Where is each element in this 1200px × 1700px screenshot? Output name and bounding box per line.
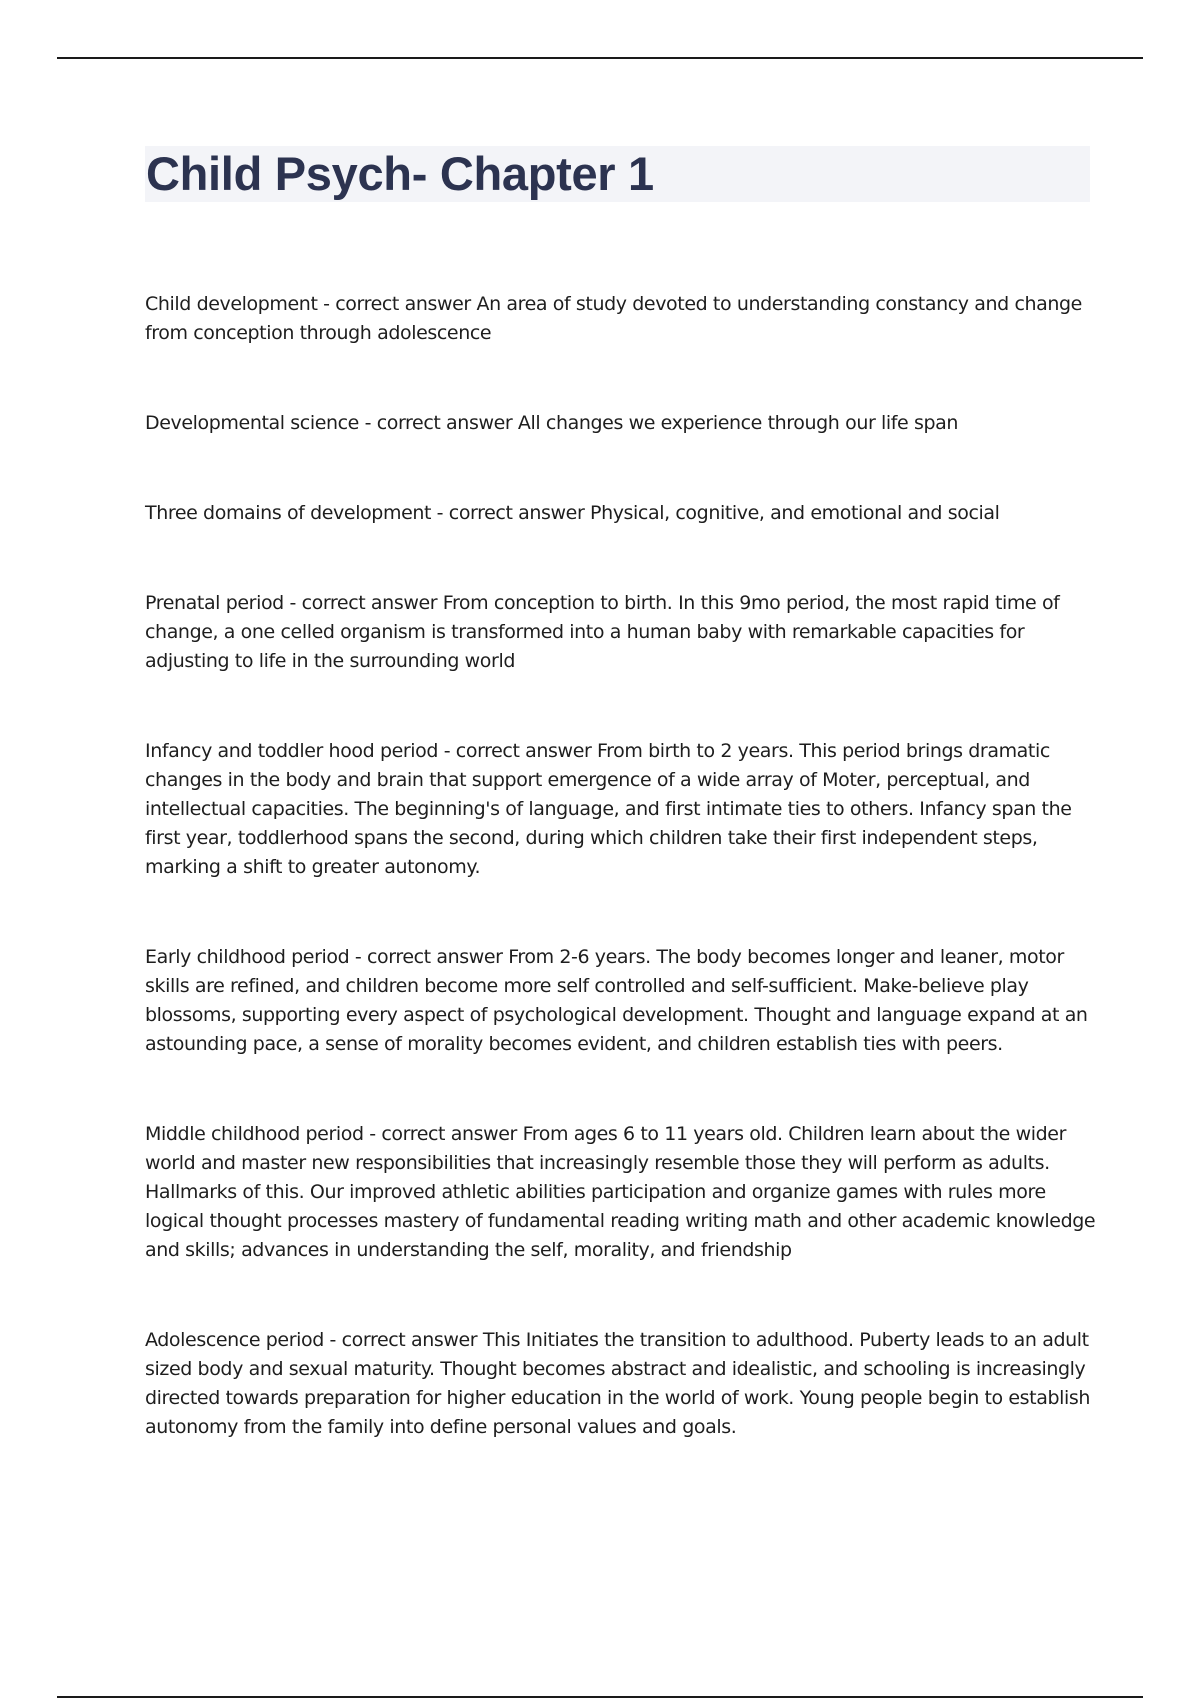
flashcard-entry-prenatal-period: Prenatal period - correct answer From conception to birth. In this 9mo period, the most rapid time of change, a one celled organism is transformed into a human baby with remarkable capacities for adjusting to life in the surrounding world [145,592,1060,672]
title-banner [145,146,1090,202]
flashcard-entry-child-development: Child development - correct answer An area of study devoted to understanding constancy and change from conception through adolescence [145,293,1082,344]
flashcard-entry-developmental-science: Developmental science - correct answer All changes we experience through our life span [145,412,959,434]
flashcard-entry-adolescence: Adolescence period - correct answer This Initiates the transition to adulthood. Puberty leads to an adult sized body and sexual maturity. Thought becomes abstract and idealistic, and schooling is increasingly directed towards preparation for higher education in the world of work. Young people begin to establish autonomy from the family into define personal values and goals. [145,1329,1091,1438]
page-title: Child Psych- Chapter 1 [146,147,654,200]
top-divider [57,57,1143,59]
flashcard-entry-three-domains: Three domains of development - correct answer Physical, cognitive, and emotional and social [145,502,1000,524]
flashcard-list [145,290,1100,1503]
flashcard-entry-early-childhood: Early childhood period - correct answer From 2-6 years. The body becomes longer and leaner, motor skills are refined, and children become more self controlled and self-sufficient. Make-believe play blossoms, supporting every aspect of psychological development. Thought and language expand at an astounding pace, a sense of morality becomes evident, and children establish ties with peers. [145,946,1088,1055]
flashcard-entry-middle-childhood: Middle childhood period - correct answer From ages 6 to 11 years old. Children learn about the wider world and master new responsibilities that increasingly resemble those they will perform as adults. Hallmarks of this. Our improved athletic abilities participation and organize games with rules more logical thought processes mastery of fundamental reading writing math and other academic knowledge and skills; advances in understanding the self, morality, and friendship [145,1123,1096,1261]
bottom-divider [57,1696,1143,1698]
flashcard-entry-infancy-toddlerhood: Infancy and toddler hood period - correct answer From birth to 2 years. This period brings dramatic changes in the body and brain that support emergence of a wide array of Moter, perceptual, and intellectual capacities. The beginning's of language, and first intimate ties to others. Infancy span the first year, toddlerhood spans the second, during which children take their first independent steps, marking a shift to greater autonomy. [145,740,1072,878]
